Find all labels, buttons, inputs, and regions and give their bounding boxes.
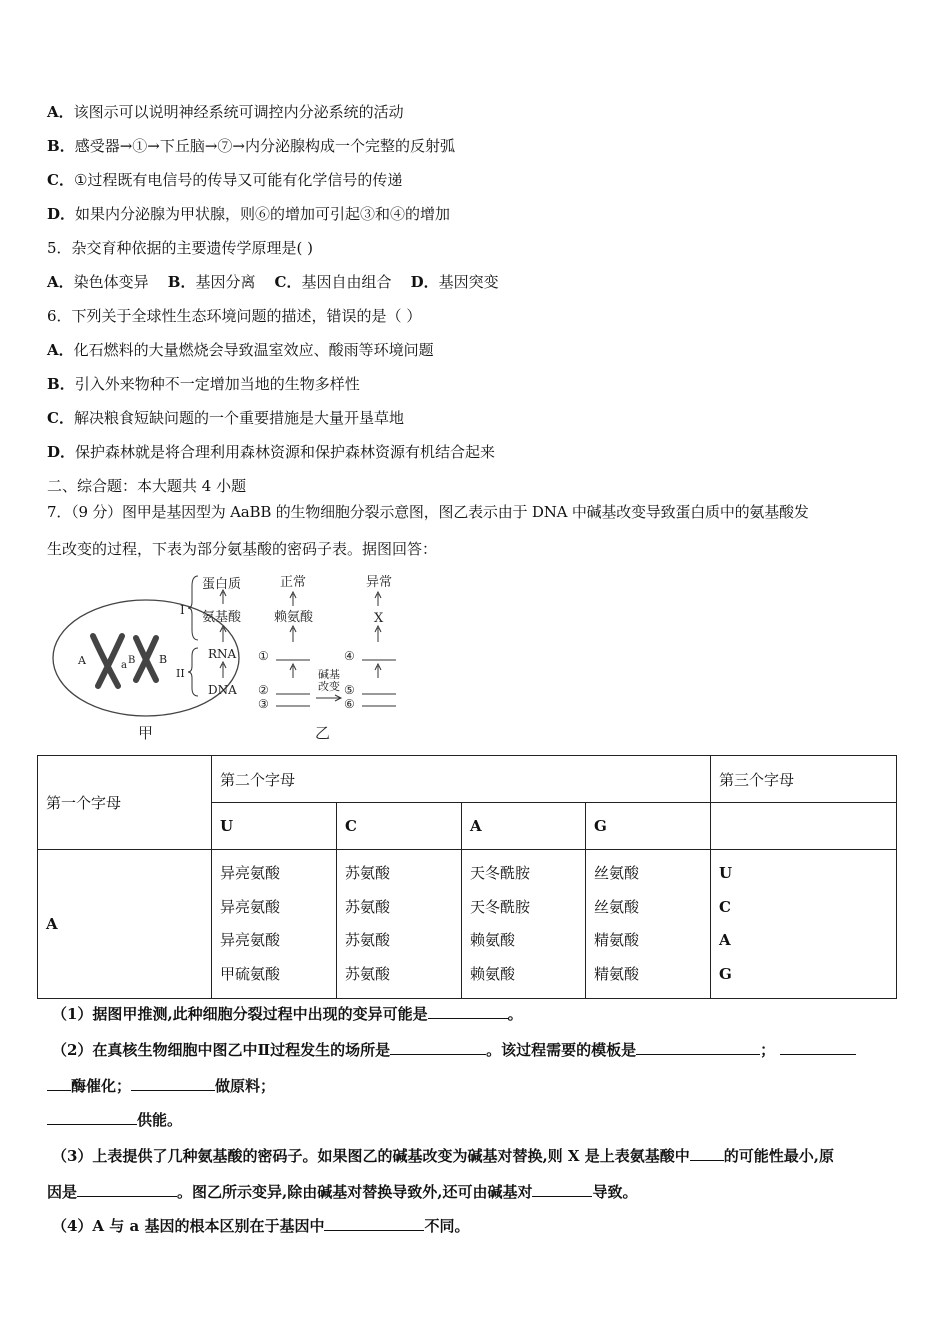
blank[interactable] <box>532 1182 592 1197</box>
chromosome-a1 <box>93 636 118 686</box>
first-letter-a: A <box>38 850 212 999</box>
figure-svg <box>48 568 408 748</box>
label-normal: 正常 <box>280 575 307 590</box>
codon-table <box>37 755 897 999</box>
q6-stem: 6．下列关于全球性生态环境问题的描述，错误的是（ ） <box>47 307 422 325</box>
q7-stem-line1: 7．（9 分）图甲是基因型为 AaBB 的生物细胞分裂示意图，图乙表示由于 DNA 中碱基改变导致蛋白质中的氨基酸发 <box>47 503 809 521</box>
mutation-line2: 改变 <box>318 680 340 693</box>
label-yi: 乙 <box>315 724 331 742</box>
mutation-line1: 碱基 <box>318 668 340 681</box>
arrow-up <box>290 592 296 606</box>
second-letter-c: C <box>337 803 462 850</box>
q7-stem-line2: 生改变的过程，下表为部分氨基酸的密码子表。据图回答： <box>47 540 438 558</box>
mark-4: ④ <box>344 649 355 663</box>
q6-option-d: D．保护森林就是将合理利用森林资源和保护森林资源有机结合起来 <box>47 443 496 461</box>
blank[interactable] <box>428 1004 508 1019</box>
q4-option-b: B．感受器→①→下丘脑→⑦→内分泌腺构成一个完整的反射弧 <box>47 137 455 155</box>
blank[interactable] <box>390 1040 486 1055</box>
mark-3: ③ <box>258 697 269 711</box>
level-amino-acid: 氨基酸 <box>202 610 242 625</box>
level-protein: 蛋白质 <box>202 577 242 592</box>
q6-option-a: A．化石燃料的大量燃烧会导致温室效应、酸雨等环境问题 <box>47 341 434 359</box>
arrow-up <box>290 664 296 678</box>
label-x: X <box>374 611 384 626</box>
level-dna: DNA <box>208 683 237 697</box>
header-third-letter: 第三个字母 <box>711 756 897 803</box>
mark-1: ① <box>258 649 269 663</box>
arrow-up <box>290 626 296 642</box>
blank[interactable] <box>324 1216 424 1231</box>
process-I: I <box>180 603 185 617</box>
brace-II <box>188 648 198 696</box>
q6-option-c: C．解决粮食短缺问题的一个重要措施是大量开垦草地 <box>47 409 404 427</box>
sub-question-1: （1）据图甲推测,此种细胞分裂过程中出现的变异可能是 。 <box>52 1005 523 1023</box>
blank[interactable] <box>47 1076 71 1091</box>
arrow-up <box>375 664 381 678</box>
arrow-up <box>375 626 381 642</box>
sub-question-3: （3）上表提供了几种氨基酸的密码子。如果图乙的碱基改变为碱基对替换,则 X 是上表氨基酸中 的可能性最小,原 <box>52 1147 834 1165</box>
cell-label-B1: B <box>128 655 136 666</box>
label-abnormal: 异常 <box>366 575 393 590</box>
label-lysine: 赖氨酸 <box>274 610 314 625</box>
blank[interactable] <box>77 1182 177 1197</box>
level-rna: RNA <box>208 647 237 661</box>
mark-6: ⑥ <box>344 697 355 711</box>
arrow-up <box>375 592 381 606</box>
mutation-arrow <box>316 695 341 701</box>
second-letter-u: U <box>212 803 337 850</box>
sub-question-2-cont: 酶催化； 做原料； <box>47 1076 275 1096</box>
process-II: II <box>176 667 185 680</box>
q5-stem: 5．杂交育种依据的主要遗传学原理是( ) <box>47 239 314 257</box>
chromosome-a2 <box>98 636 122 686</box>
col-u: 异亮氨酸 异亮氨酸 异亮氨酸 甲硫氨酸 <box>212 850 337 999</box>
col-third: U C A G <box>711 850 897 999</box>
q4-option-c: C．①过程既有电信号的传导又可能有化学信号的传递 <box>47 171 403 189</box>
cell-label-A: A <box>78 654 86 667</box>
q5-options: A．染色体变异 B．基因分离 C．基因自由组合 D．基因突变 <box>47 273 499 291</box>
mark-2: ② <box>258 683 269 697</box>
sub-question-2-cont2: 供能。 <box>47 1110 182 1130</box>
second-letter-a: A <box>462 803 586 850</box>
q6-option-b: B．引入外来物种不一定增加当地的生物多样性 <box>47 375 360 393</box>
q4-option-a: A．该图示可以说明神经系统可调控内分泌系统的活动 <box>47 103 404 121</box>
blank[interactable] <box>47 1110 137 1125</box>
third-letter-empty <box>711 803 897 850</box>
cell-label-B2: B <box>159 653 168 666</box>
blank[interactable] <box>780 1040 856 1055</box>
col-a: 天冬酰胺 天冬酰胺 赖氨酸 赖氨酸 <box>462 850 586 999</box>
second-letter-g: G <box>586 803 711 850</box>
header-second-letter: 第二个字母 <box>212 756 711 803</box>
cell-label-a: a <box>121 660 127 671</box>
section-heading: 二、综合题：本大题共 4 小题 <box>47 477 247 495</box>
figure-jia-yi <box>48 568 408 748</box>
sub-question-2: （2）在真核生物细胞中图乙中Ⅱ过程发生的场所是 。该过程需要的模板是 ； <box>52 1040 856 1060</box>
sub-question-4: （4）A 与 a 基因的根本区别在于基因中 不同。 <box>52 1217 470 1235</box>
col-c: 苏氨酸 苏氨酸 苏氨酸 苏氨酸 <box>337 850 462 999</box>
blank[interactable] <box>131 1076 215 1091</box>
label-jia: 甲 <box>138 724 154 742</box>
mark-5: ⑤ <box>344 683 355 697</box>
sub-question-3-cont: 因是 。图乙所示变异,除由碱基对替换导致外,还可由碱基对 导致。 <box>47 1183 638 1201</box>
header-first-letter: 第一个字母 <box>38 756 212 850</box>
blank[interactable] <box>690 1146 724 1161</box>
q4-option-d: D．如果内分泌腺为甲状腺，则⑥的增加可引起③和④的增加 <box>47 205 451 223</box>
col-g: 丝氨酸 丝氨酸 精氨酸 精氨酸 <box>586 850 711 999</box>
blank[interactable] <box>636 1040 760 1055</box>
